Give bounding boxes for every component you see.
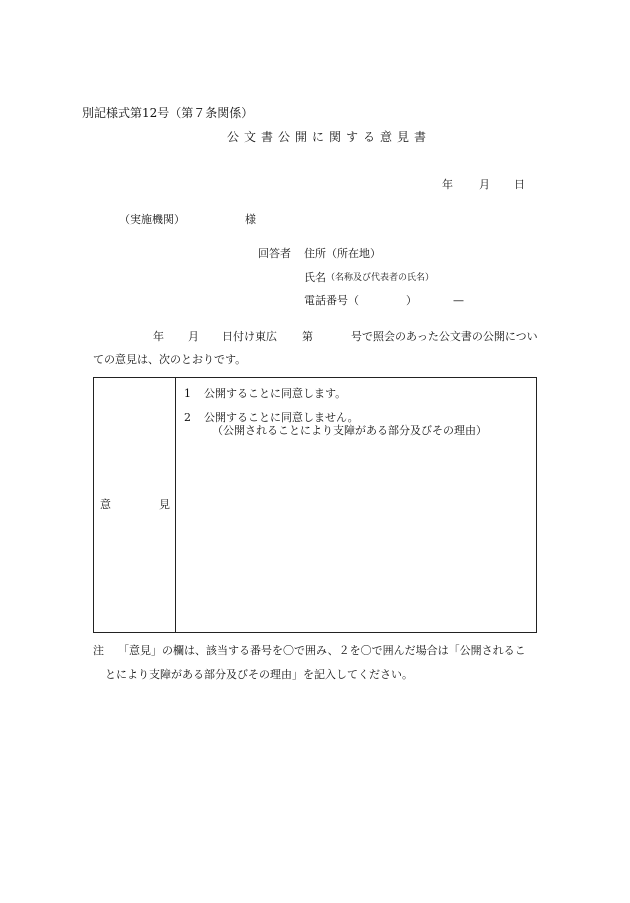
body-line1-rest: 号で照会のあった公文書の公開につい [351,330,538,343]
date-month: 月 [479,178,490,191]
note-line-1: 「意見」の欄は、該当する番号を〇で囲み、２を〇で囲んだ場合は「公開されるこ [118,644,526,657]
opinion-header-char-1: 意 [100,498,111,511]
form-number: 別記様式第12号（第７条関係） [82,106,254,120]
option-1-number: 1 [184,387,191,400]
body-year: 年 [153,330,164,343]
name-label: 氏名 [304,271,326,284]
body-line2: ての意見は、次のとおりです。 [93,353,247,366]
option-2-text: 公開することに同意しません。 [204,411,359,424]
name-note: （名称及び代表者の氏名） [326,273,435,283]
opinion-table-divider [175,378,176,632]
body-number-prefix: 第 [302,330,313,343]
option-2-note: （公開されることにより支障がある部分及びその理由） [212,424,487,437]
phone-close-paren: ） [406,294,417,307]
date-year: 年 [442,178,453,191]
respondent-label: 回答者 [258,247,291,260]
body-month: 月 [188,330,199,343]
option-2-number: 2 [184,411,191,424]
note-label: 注 [93,644,104,657]
address-label: 住所（所在地） [304,247,381,260]
phone-label: 電話番号（ [304,294,359,307]
note-line-2: とにより支障がある部分及びその理由」を記入してください。 [105,668,413,681]
body-dated: 日付け東広 [222,330,277,343]
phone-dash: — [453,294,464,307]
addressee-agency: （実施機関） [119,213,185,226]
document-title: 公文書公開に関する意見書 [227,130,432,144]
date-day: 日 [514,178,525,191]
option-1-text: 公開することに同意します。 [204,387,347,400]
addressee-honorific: 様 [245,213,256,226]
opinion-header-char-2: 見 [159,498,170,511]
